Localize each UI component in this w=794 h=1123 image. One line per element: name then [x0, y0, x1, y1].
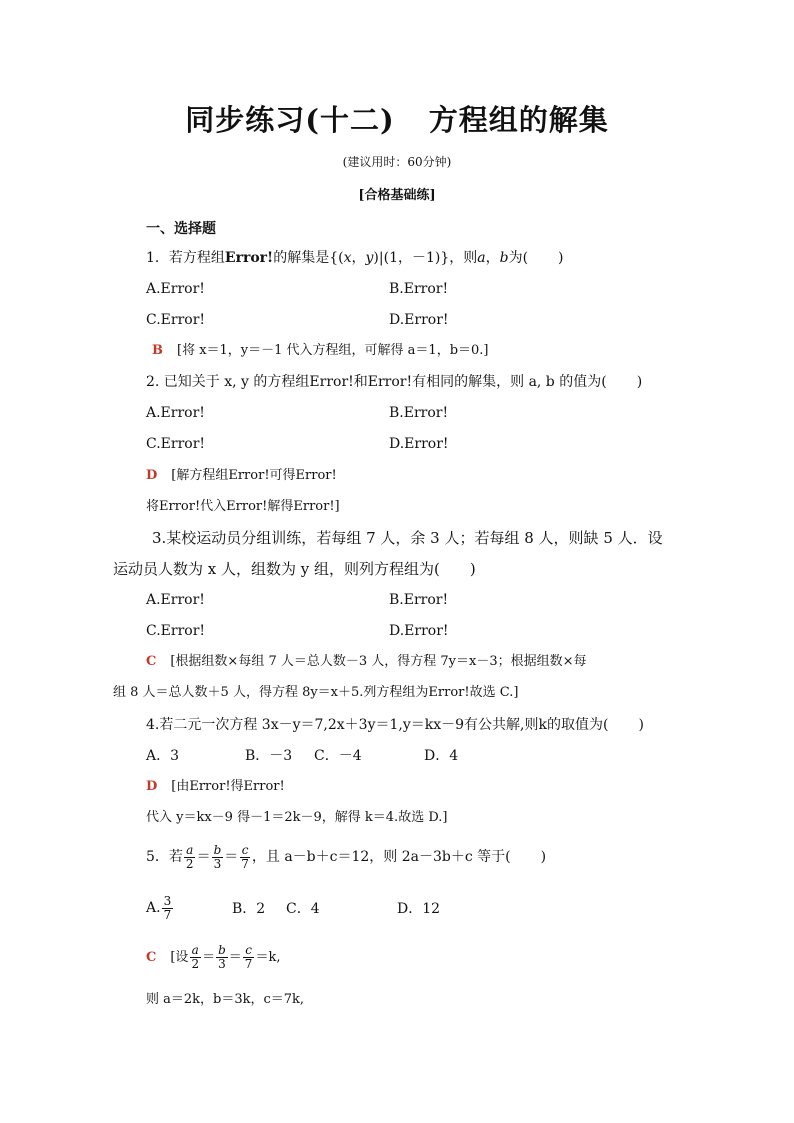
q2-explanation-2: 将Error!代入Error!解得Error!] — [146, 499, 340, 514]
title-main: 同步练习(十二) — [185, 103, 395, 137]
q5-sol-fraction-b-den: 3 — [218, 957, 226, 971]
q2-option-d: D.Error! — [389, 436, 449, 452]
q1-option-c: C.Error! — [146, 312, 206, 328]
q4-explanation-1: [由Error!得Error! — [171, 779, 285, 794]
q5-option-b: B．2 — [232, 901, 266, 917]
q4-solution — [146, 777, 285, 797]
q3-option-c: C.Error! — [146, 623, 206, 639]
q4-option-c: C．－4 — [314, 748, 362, 764]
q2-stem-text: 2. 已知关于 x, y 的方程组Error!和Error!有相同的解集，则 a, b 的值为( — [146, 374, 607, 390]
q5-option-a — [146, 893, 174, 923]
q4-stem-end: ) — [638, 717, 644, 733]
q3-option-d: D.Error! — [389, 623, 449, 639]
q5-option-d: D．12 — [397, 901, 441, 917]
q5-sol-fraction-c — [243, 944, 255, 971]
q1-option-b: B.Error! — [389, 281, 449, 297]
q5-answer: C — [146, 950, 157, 965]
q5-fraction-b-num: b — [213, 842, 222, 857]
q2-answer: D — [146, 468, 158, 483]
q5-fraction-c-den: 7 — [241, 856, 249, 871]
q5-option-a-fraction — [162, 895, 174, 922]
q3-answer: C — [146, 654, 157, 669]
q5-lead: 5．若 — [146, 849, 183, 865]
q5-fraction-b-den: 3 — [213, 856, 222, 871]
q2-option-a: A.Error! — [146, 405, 205, 421]
q1-stem-part: ) — [558, 250, 564, 266]
q3-stem-end: ) — [469, 560, 476, 578]
q5-equals: ＝ — [224, 849, 239, 865]
q5-sol-fraction-a-num: a — [191, 943, 199, 957]
title-topic: 方程组的解集 — [428, 103, 609, 137]
q1-var-y: y — [365, 250, 374, 266]
q5-equals: ＝ — [196, 849, 211, 865]
q5-fraction-c — [239, 844, 251, 871]
q2-option-c: C.Error! — [146, 436, 206, 452]
q5-sol-fraction-a-den: 2 — [191, 957, 200, 971]
q5-explanation-lead: [设 — [170, 950, 189, 965]
q1-answer: B — [152, 343, 163, 358]
q4-option-d: D．4 — [424, 748, 459, 764]
q4-option-b: B．－3 — [245, 748, 293, 764]
q5-fraction-a — [184, 844, 196, 871]
q5-fraction-b — [212, 844, 224, 871]
q5-fraction-a-num: a — [186, 842, 194, 857]
q5-tail: ，且 a－b＋c＝12，则 2a－3b＋c 等于( — [251, 849, 511, 865]
q1-explanation: [将 x＝1，y＝－1 代入方程组，可解得 a＝1，b＝0.] — [177, 343, 489, 358]
q5-fraction-a-den: 2 — [185, 856, 194, 871]
q2-option-b: B.Error! — [389, 405, 449, 421]
q5-sol-fraction-b-num: b — [218, 943, 226, 957]
q5-solution — [146, 943, 280, 973]
q5-tail-end: ) — [540, 849, 547, 865]
q1-stem — [146, 248, 564, 268]
q1-comma: ， — [485, 250, 500, 266]
q5-explanation-2: 则 a＝2k，b＝3k，c＝7k, — [146, 992, 305, 1007]
q3-stem-line1: 3.某校运动员分组训练，若每组 7 人，余 3 人；若每组 8 人，则缺 5 人．设 — [152, 529, 663, 547]
q4-stem-text: 4.若二元一次方程 3x－y＝7,2x＋3y＝1,y＝kx－9有公共解,则k的取值为( — [146, 717, 609, 733]
q5-sol-fraction-c-num: c — [245, 943, 252, 957]
q3-solution — [146, 652, 587, 672]
q1-stem-part: 的解集是{( — [273, 250, 344, 266]
q4-answer: D — [146, 779, 158, 794]
q2-stem-end: ) — [636, 374, 643, 390]
q1-stem-part: 为( — [508, 250, 529, 266]
q4-explanation-2: 代入 y＝kx－9 得－1＝2k－9，解得 k＝4.故选 D.] — [146, 810, 448, 825]
q5-sol-equals: ＝ — [202, 950, 216, 965]
q4-stem — [146, 715, 644, 735]
q1-stem-part: 1．若方程组 — [146, 250, 225, 266]
q5-sol-equals: ＝ — [228, 950, 242, 965]
q5-option-a-den: 7 — [163, 907, 172, 922]
q1-option-d: D.Error! — [389, 312, 449, 328]
q2-solution — [146, 466, 337, 486]
section-heading: 一、选择题 — [146, 221, 216, 237]
q1-system: Error! — [224, 250, 274, 266]
q5-sol-fraction-a — [189, 944, 201, 971]
q3-option-b: B.Error! — [389, 592, 449, 608]
q1-var-b: b — [499, 250, 509, 266]
level-label: [合格基础练] — [358, 188, 436, 203]
q5-option-c: C．4 — [286, 901, 320, 917]
q3-stem-line2 — [113, 559, 476, 579]
q5-sol-fraction-b — [216, 944, 228, 971]
q1-stem-part: )|(1，－1)}，则 — [373, 250, 478, 266]
page-title — [0, 98, 794, 139]
q1-var-x: x — [343, 250, 352, 266]
q1-solution — [152, 341, 489, 361]
q2-explanation-1: [解方程组Error!可得Error! — [171, 468, 337, 483]
q1-var-a: a — [477, 250, 486, 266]
q3-explanation-2: 组 8 人＝总人数＋5 人，得方程 8y＝x＋5.列方程组为Error!故选 C.] — [113, 685, 519, 700]
q3-option-a: A.Error! — [146, 592, 205, 608]
q5-sol-fraction-c-den: 7 — [244, 957, 253, 971]
q1-option-a: A.Error! — [146, 281, 205, 297]
q5-fraction-c-num: c — [241, 842, 249, 857]
q5-stem — [146, 842, 546, 872]
q3-explanation-1: [根据组数×每组 7 人＝总人数－3 人，得方程 7y＝x－3；根据组数×每 — [170, 654, 587, 669]
q5-explanation-k: ＝k, — [255, 950, 281, 965]
q1-comma: ， — [351, 250, 366, 266]
q2-stem — [146, 372, 642, 392]
time-hint: (建议用时：60分钟) — [342, 155, 452, 169]
q5-option-a-prefix: A. — [146, 900, 161, 916]
q4-option-a: A．3 — [146, 748, 180, 764]
q3-stem-text: 运动员人数为 x 人，组数为 y 组，则列方程组为( — [113, 560, 440, 578]
q5-option-a-num: 3 — [163, 893, 172, 908]
